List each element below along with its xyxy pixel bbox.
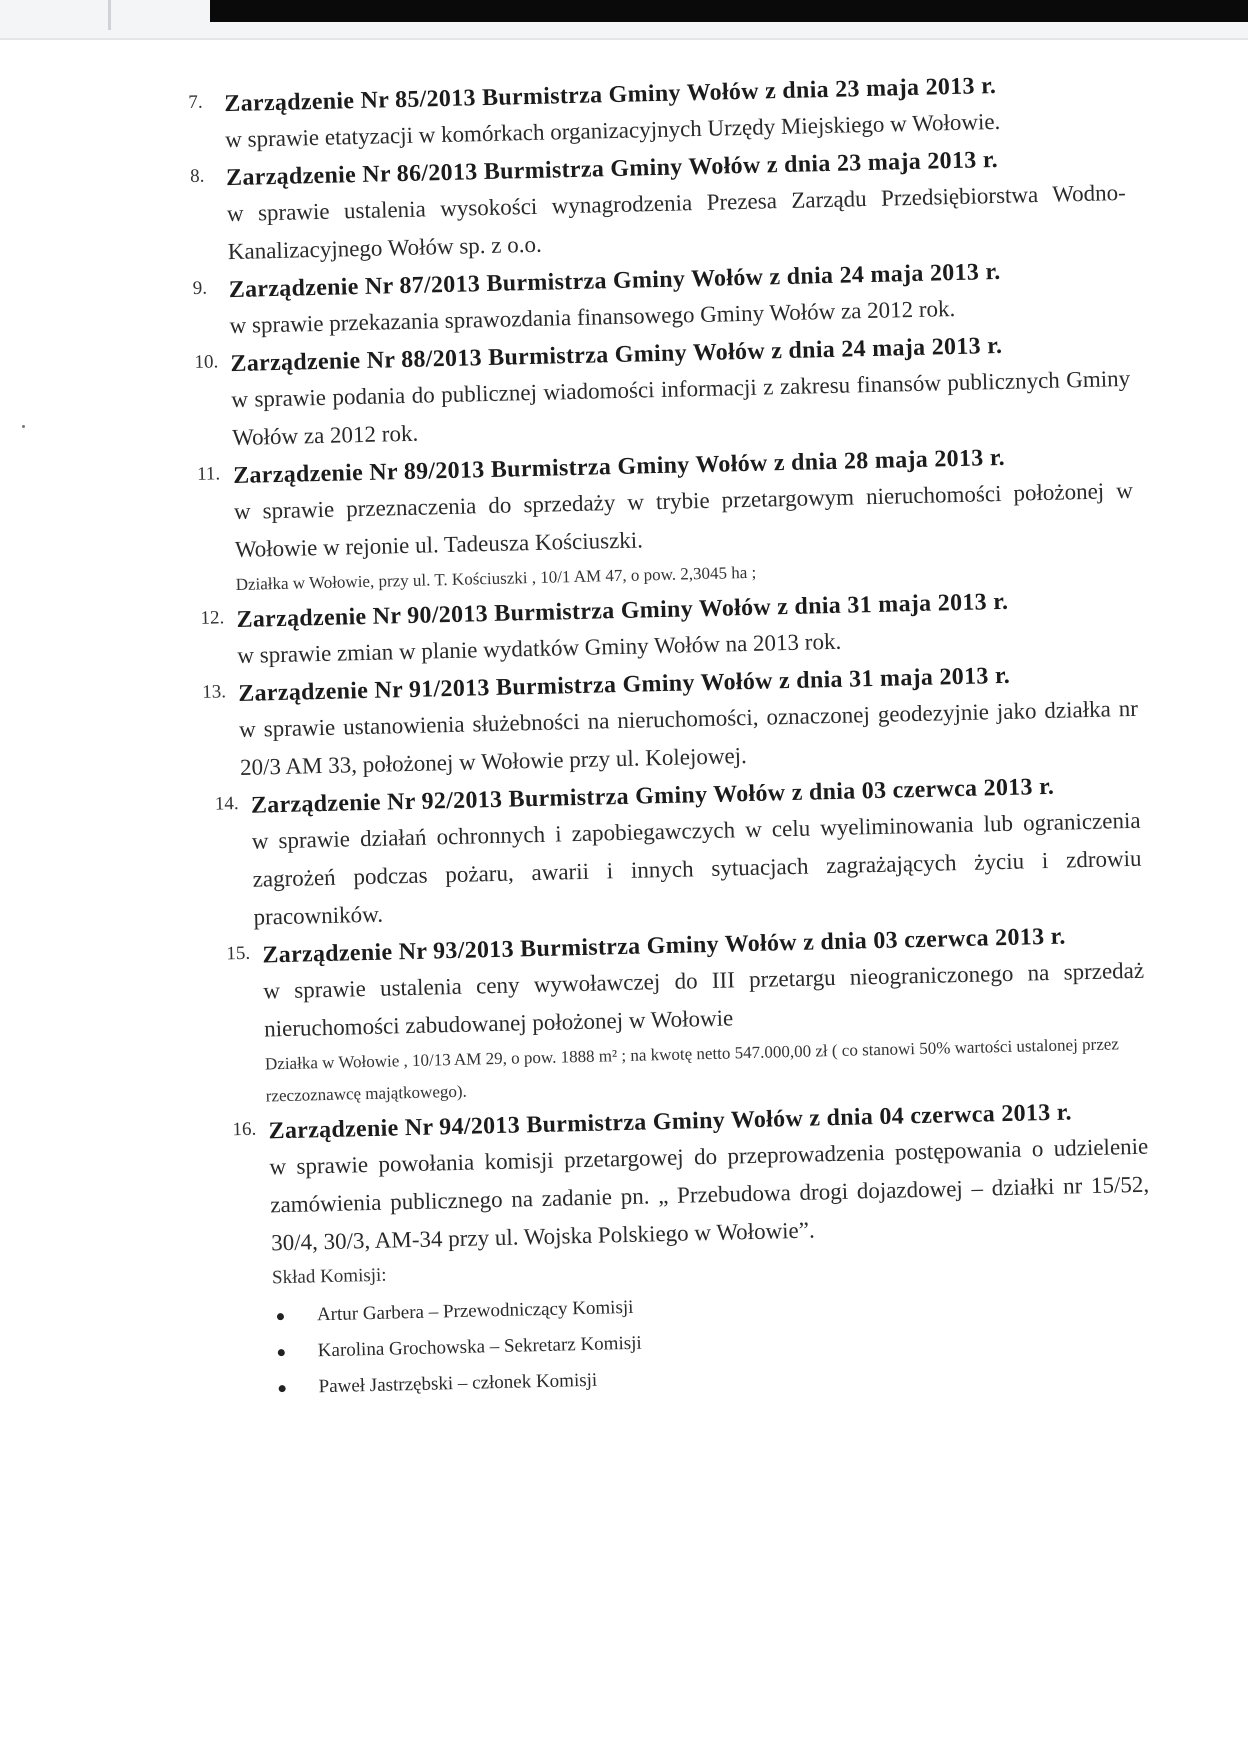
ordinance-item-10 [194,326,1131,458]
item-number: 12. [200,607,225,629]
ordinance-item-14 [215,768,1143,938]
ordinance-description: w sprawie przekazania sprawozdania finansowego Gminy Wołów za 2012 rok. [229,295,956,339]
bullet-icon [278,1349,285,1356]
committee-list [273,1278,1154,1407]
ordinance-title: Zarządzenie Nr 86/2013 Burmistrza Gminy Wołów z dnia 23 maja 2013 r. [225,146,999,192]
ordinance-title: Zarządzenie Nr 91/2013 Burmistrza Gminy Wołów z dnia 31 maja 2013 r. [237,662,1011,707]
item-number: 11. [196,463,221,485]
scan-edge-line [0,38,1248,40]
document-page [188,66,1154,1410]
bullet-icon [277,1313,284,1320]
committee-member-text: Artur Garbera – Przewodniczący Komisji [316,1296,634,1326]
item-number: 15. [226,942,251,965]
ordinance-title: Zarządzenie Nr 87/2013 Burmistrza Gminy Wołów z dnia 24 maja 2013 r. [228,258,1001,304]
item-number: 14. [214,793,239,815]
item-number: 9. [192,277,208,299]
ordinance-description: w sprawie powołania komisji przetargowej do przeprowadzenia postępowania o udzielenie zamówienia publicznego na zadanie pn. „ Przebudowa drogi dojazdowej – działki nr 15/52, 30/4, 30/3, AM-34 przy ul. Wojska Polskiego w Wołowie”. [269,1133,1150,1256]
ordinance-title: Zarządzenie Nr 88/2013 Burmistrza Gminy Wołów z dnia 24 maja 2013 r. [230,332,1003,378]
ordinance-description: w sprawie ustalenia ceny wywoławczej do III przetargu nieograniczonego na sprzedaż nieruchomości zabudowanej położonej w Wołowie [263,957,1145,1042]
committee-member-text: Paweł Jastrzębski – członek Komisji [318,1369,598,1398]
ordinance-description: w sprawie etatyzacji w komórkach organizacyjnych Urzędy Miejskiego w Wołowie. [224,108,1001,153]
scan-black-bar [210,0,1248,22]
ordinance-description: w sprawie zmian w planie wydatków Gminy Wołów na 2013 rok. [237,628,842,668]
ordinance-description: w sprawie działań ochronnych i zapobiegawczych w celu wyeliminowania lub ograniczenia zagrożeń podczas pożaru, awarii i innych sytuacjach zagrażających życiu i zdrowiu pracowników. [251,807,1142,930]
ordinance-title: Zarządzenie Nr 94/2013 Burmistrza Gminy Wołów z dnia 04 czerwca 2013 r. [268,1099,1073,1145]
item-number: 10. [194,351,219,373]
ordinance-description: w sprawie ustanowienia służebności na nieruchomości, oznaczonej geodezyjnie jako działka nr 20/3 AM 33, położonej w Wołowie przy ul. Kolejowej. [238,695,1139,780]
ordinance-title: Zarządzenie Nr 85/2013 Burmistrza Gminy Wołów z dnia 23 maja 2013 r. [224,72,997,118]
item-number: 13. [201,681,227,703]
ordinance-item-11 [197,438,1135,602]
ordinance-description: w sprawie przeznaczenia do sprzedaży w trybie przetargowym nieruchomości położonej w Wołowie w rejonie ul. Tadeusza Kościuszki. [233,477,1134,563]
item-number: 7. [188,91,203,113]
scan-tick-mark [108,0,111,30]
ordinance-item-16 [232,1094,1154,1407]
item-number: 16. [232,1118,257,1141]
item-number: 8. [189,165,205,187]
scan-dust-mark [22,425,25,428]
ordinance-item-15 [226,918,1147,1114]
plot-note: Działka w Wołowie , 10/13 AM 29, o pow. 1888 m² ; na kwotę netto 547.000,00 zł ( co stanowi 50% wartości ustalonej przez rzeczoznawcę majątkowego). [264,1034,1120,1106]
ordinance-title: Zarządzenie Nr 89/2013 Burmistrza Gminy Wołów z dnia 28 maja 2013 r. [232,444,1006,490]
ordinance-description: w sprawie podania do publicznej wiadomości informacji z zakresu finansów publicznych Gminy Wołów za 2012 rok. [231,365,1131,451]
bullet-icon [279,1385,286,1392]
ordinance-item-13 [202,656,1139,788]
ordinance-item-8 [190,140,1127,272]
committee-label: Skład Komisji: [271,1264,387,1289]
ordinance-title: Zarządzenie Nr 93/2013 Burmistrza Gminy Wołów z dnia 03 czerwca 2013 r. [262,923,1066,969]
ordinance-title: Zarządzenie Nr 92/2013 Burmistrza Gminy Wołów z dnia 03 czerwca 2013 r. [250,773,1055,819]
plot-note: Działka w Wołowie, przy ul. T. Kościuszki , 10/1 AM 47, o pow. 2,3045 ha ; [235,562,757,595]
ordinance-title: Zarządzenie Nr 90/2013 Burmistrza Gminy Wołów z dnia 31 maja 2013 r. [236,588,1009,634]
ordinance-description: w sprawie ustalenia wysokości wynagrodzenia Prezesa Zarządu Przedsiębiorstwa Wodno-Kanalizacyjnego Wołów sp. z o.o. [226,179,1127,265]
committee-member-text: Karolina Grochowska – Sekretarz Komisji [317,1332,642,1362]
